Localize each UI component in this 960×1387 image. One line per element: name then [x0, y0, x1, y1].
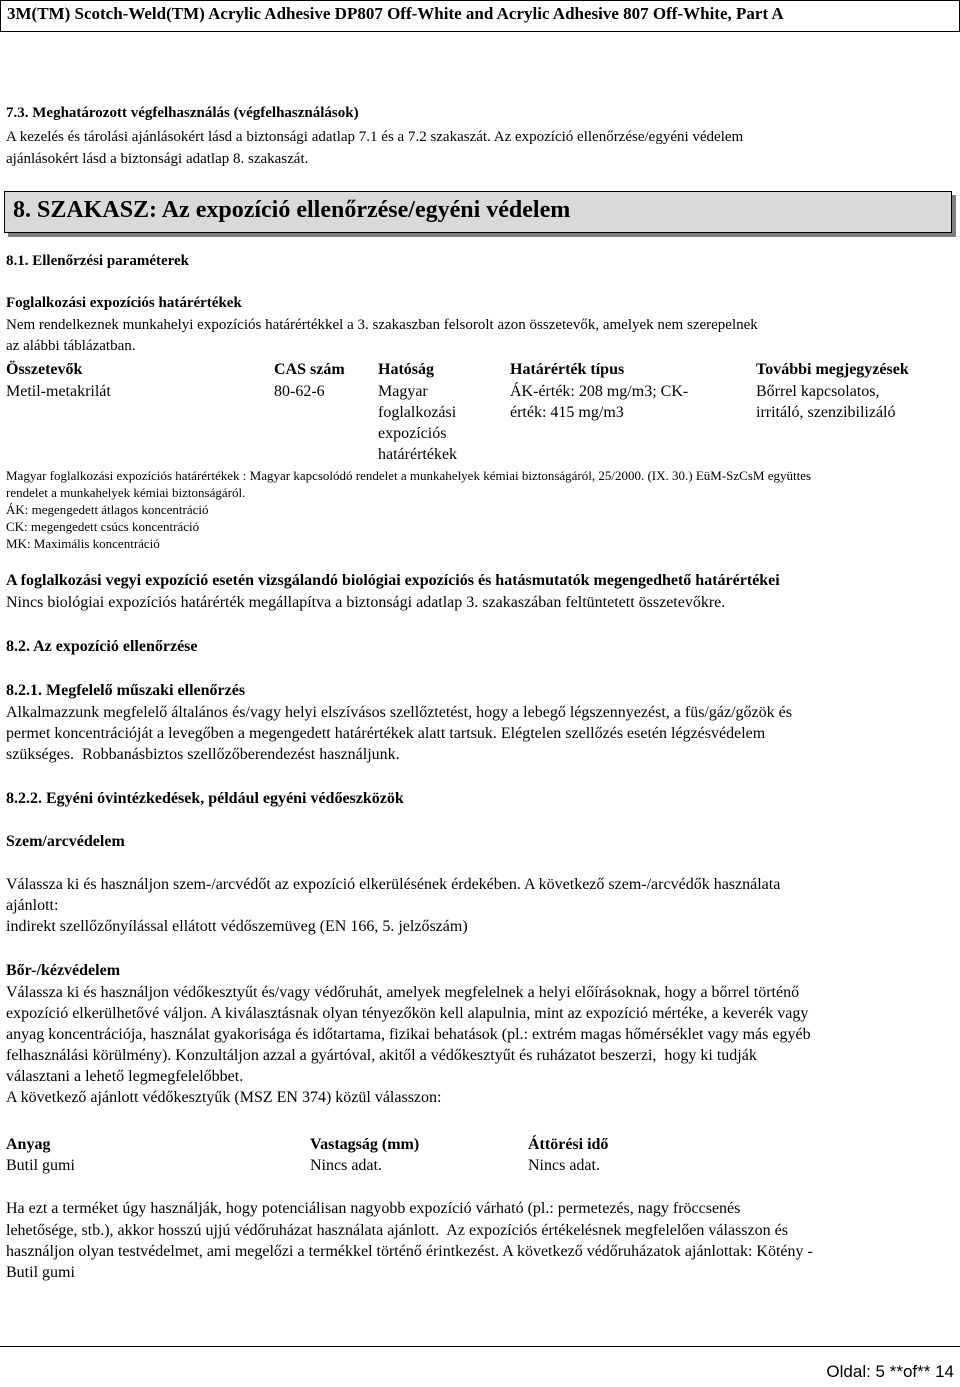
oel-cell-authority-line3: expozíciós	[378, 425, 447, 442]
oel-cell-cas: 80-62-6	[274, 383, 325, 400]
section-8-2-heading: 8.2. Az expozíció ellenőrzése	[6, 638, 198, 655]
oel-footnote-line1: Magyar foglalkozási expozíciós határértékek : Magyar kapcsolódó rendelet a munkahelyek kémiai biztonságáról, 25/2000. (IX. 30.) EüM-SzCsM együttes	[6, 468, 812, 483]
skin-protection-line3: anyag koncentrációja, használat gyakorisága és időtartama, fizikai behatások (pl.: extrém magas hőmérséklet vagy más egyéb	[6, 1026, 811, 1043]
bio-text: Nincs biológiai expozíciós határérték megállapítva a biztonsági adatlap 3. szakaszában feltüntetett összetevőkre.	[6, 594, 726, 611]
oel-cell-authority-line4: határértékek	[378, 446, 458, 463]
glove-header-material: Anyag	[6, 1136, 51, 1153]
glove-cell-thickness: Nincs adat.	[310, 1157, 382, 1174]
abbr-mk: MK: Maximális koncentráció	[6, 536, 160, 551]
oel-intro-line1: Nem rendelkeznek munkahelyi expozíciós határértékkel a 3. szakaszban felsorolt azon összetevők, amelyek nem szerepelnek	[6, 317, 758, 333]
document-title: 3M(TM) Scotch-Weld(TM) Acrylic Adhesive DP807 Off-White and Acrylic Adhesive 807 Off-White, Part A	[7, 4, 784, 23]
oel-footnote-line2: rendelet a munkahelyek kémiai biztonságáról.	[6, 485, 246, 500]
eye-protection-heading: Szem/arcvédelem	[6, 833, 125, 850]
section-7-3-text-line1: A kezelés és tárolási ajánlásokért lásd a biztonsági adatlap 7.1 és a 7.2 szakaszát. Az expozíció ellenőrzése/egyéni védelem	[6, 129, 744, 145]
body-protection-line2: lehetősége, stb.), akkor hosszú ujjú védőruházat használata ajánlott. Az expozíciós értékelésnek megfelelően válasszon és	[6, 1222, 788, 1239]
bio-heading: A foglalkozási vegyi expozíció esetén vizsgálandó biológiai expozíciós és hatásmutatók megengedhető határértékei	[6, 572, 780, 589]
oel-cell-component: Metil-metakrilát	[6, 383, 111, 400]
glove-header-breakthrough: Áttörési idő	[528, 1136, 609, 1153]
oel-cell-notes-line1: Bőrrel kapcsolatos,	[756, 383, 880, 400]
skin-protection-line1: Válassza ki és használjon védőkesztyűt és/vagy védőruhát, amelyek megfelelnek a helyi előírásoknak, hogy a bőrrel történő	[6, 984, 800, 1001]
section-7-3-text-line2: ajánlásokért lásd a biztonsági adatlap 8. szakaszát.	[6, 151, 309, 167]
section-8-title: 8. SZAKASZ: Az expozíció ellenőrzése/egyéni védelem	[13, 197, 571, 223]
oel-cell-limit-line1: ÁK-érték: 208 mg/m3; CK-	[510, 383, 689, 400]
eye-protection-line2: ajánlott:	[6, 897, 59, 914]
section-7-3-heading: 7.3. Meghatározott végfelhasználás (végfelhasználások)	[6, 105, 359, 121]
section-8-2-2-heading: 8.2.2. Egyéni óvintézkedések, például egyéni védőeszközök	[6, 790, 404, 807]
body-protection-line3: használjon olyan testvédelmet, ami megelőzi a termékkel történő érintkezést. A következő védőruházatok ajánlottak: Kötény -	[6, 1243, 813, 1260]
skin-protection-heading: Bőr-/kézvédelem	[6, 962, 121, 979]
oel-cell-authority-line1: Magyar	[378, 383, 428, 400]
engineering-controls-line1: Alkalmazzunk megfelelő általános és/vagy helyi elszívásos szellőztetést, hogy a lebegő légszennyezést, a füs/gáz/gőzök és	[6, 704, 792, 721]
body-protection-line4: Butil gumi	[6, 1264, 75, 1281]
engineering-controls-line3: szükséges. Robbanásbiztos szellőzőberendezést használjunk.	[6, 746, 400, 763]
section-8-1-heading: 8.1. Ellenőrzési paraméterek	[6, 253, 190, 269]
oel-header-notes: További megjegyzések	[756, 361, 909, 378]
glove-cell-breakthrough: Nincs adat.	[528, 1157, 600, 1174]
skin-protection-line2: expozíció elkerülhetővé váljon. A kiválasztásnak olyan tényezőkön kell alapulnia, mint az expozíció mértéke, a keverék vagy	[6, 1005, 809, 1022]
page-number: Oldal: 5 **of** 14	[826, 1362, 954, 1381]
skin-protection-line4: felhasználási körülmény). Konzultáljon azzal a gyártóval, akitől a védőkesztyűt és ruházatot beszerzi, hogy ki tudják	[6, 1047, 757, 1064]
skin-protection-line5: választani a lehető legmegfelelőbbet.	[6, 1068, 244, 1085]
oel-cell-authority-line2: foglalkozási	[378, 404, 457, 421]
section-8-2-1-heading: 8.2.1. Megfelelő műszaki ellenőrzés	[6, 682, 246, 699]
body-protection-line1: Ha ezt a terméket úgy használják, hogy potenciálisan nagyobb expozíció várható (pl.: permetezés, nagy fröccsenés	[6, 1200, 741, 1217]
eye-protection-line3: indirekt szellőzőnyílással ellátott védőszemüveg (EN 166, 5. jelzőszám)	[6, 918, 468, 935]
oel-header-cas: CAS szám	[274, 361, 345, 378]
oel-cell-notes-line2: irritáló, szenzibilizáló	[756, 404, 896, 421]
oel-header-component: Összetevők	[6, 361, 83, 378]
oel-intro-line2: az alábbi táblázatban.	[6, 338, 136, 354]
oel-header-authority: Hatóság	[378, 361, 434, 378]
engineering-controls-line2: permet koncentrációját a levegőben a megengedett határértékek alatt tartsuk. Elégtelen szellőzés esetén légzésvédelem	[6, 725, 766, 742]
oel-subheading: Foglalkozási expozíciós határértékek	[6, 295, 242, 311]
eye-protection-line1: Válassza ki és használjon szem-/arcvédőt az expozíció elkerülésének érdekében. A következő szem-/arcvédők használata	[6, 876, 781, 893]
oel-header-limit-type: Határérték típus	[510, 361, 625, 378]
document-header	[0, 0, 960, 32]
section-8-title-box	[4, 191, 952, 233]
glove-cell-material: Butil gumi	[6, 1157, 75, 1174]
footer-divider	[0, 1346, 960, 1347]
oel-cell-limit-line2: érték: 415 mg/m3	[510, 404, 624, 421]
glove-header-thickness: Vastagság (mm)	[310, 1136, 420, 1153]
abbr-ak: ÁK: megengedett átlagos koncentráció	[6, 502, 209, 517]
abbr-ck: CK: megengedett csúcs koncentráció	[6, 519, 200, 534]
skin-protection-line6: A következő ajánlott védőkesztyűk (MSZ EN 374) közül válasszon:	[6, 1089, 442, 1106]
